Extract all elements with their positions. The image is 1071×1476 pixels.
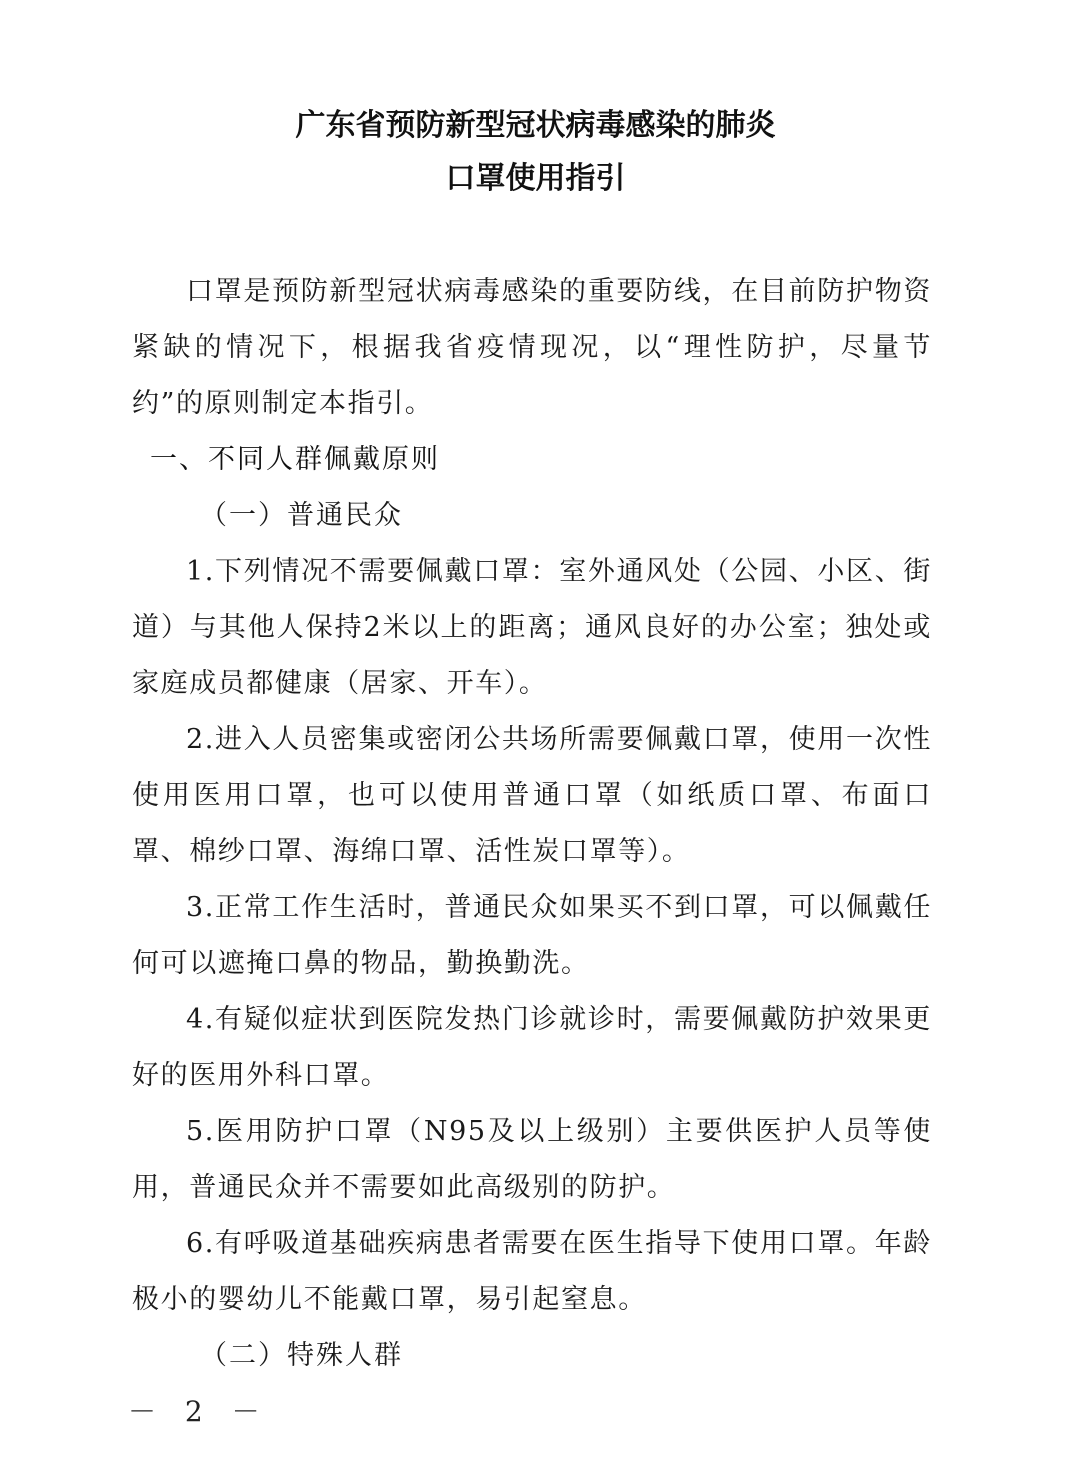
document-title-line-2: 口罩使用指引: [445, 161, 626, 196]
list-item-6: 6.有呼吸道基础疾病患者需要在医生指导下使用口罩。年龄极小的婴幼儿不能戴口罩，易引起窒息。: [132, 1228, 932, 1315]
list-item-5: 5.医用防护口罩（N95及以上级别）主要供医护人员等使用，普通民众并不需要如此高级别的防护。: [132, 1116, 932, 1203]
subsection-heading-special-groups: （二）特殊人群: [200, 1340, 403, 1371]
document-body: [132, 264, 932, 1384]
list-item-2: 2.进入人员密集或密闭公共场所需要佩戴口罩，使用一次性使用医用口罩，也可以使用普通口罩（如纸质口罩、布面口罩、棉纱口罩、海绵口罩、活性炭口罩等）。: [132, 724, 932, 867]
intro-paragraph: 口罩是预防新型冠状病毒感染的重要防线，在目前防护物资紧缺的情况下，根据我省疫情现况，以“理性防护，尽量节约”的原则制定本指引。: [132, 276, 932, 419]
list-item-4: 4.有疑似症状到医院发热门诊就诊时，需要佩戴防护效果更好的医用外科口罩。: [132, 1004, 932, 1091]
list-item-1: 1.下列情况不需要佩戴口罩：室外通风处（公园、小区、街道）与其他人保持2米以上的距离；通风良好的办公室；独处或家庭成员都健康（居家、开车）。: [132, 556, 932, 699]
subsection-heading-general-public: （一）普通民众: [200, 500, 403, 531]
document-title-line-1: 广东省预防新型冠状病毒感染的肺炎: [295, 108, 776, 143]
list-item-3: 3.正常工作生活时，普通民众如果买不到口罩，可以佩戴任何可以遮掩口鼻的物品，勤换勤洗。: [132, 892, 932, 979]
section-heading-1: 一、不同人群佩戴原则: [150, 444, 440, 475]
page-number: － 2 －: [128, 1395, 270, 1428]
